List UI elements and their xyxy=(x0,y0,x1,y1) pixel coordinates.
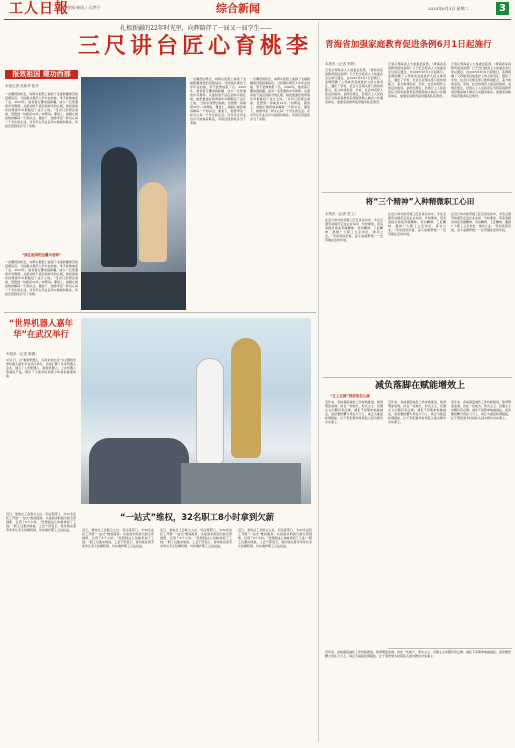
divider-right-2 xyxy=(322,377,512,378)
story6-body-col3: 近年来，各地基层减负工作持续推进，取得明显成效。但在一些地方，形式主义、官僚主义问题仍有反弹。减负不是简单地做减法，而是要把精力用在刀刃上，真正为基层松绑赋能，让干部把更多时间投入到为群众办实事上。 xyxy=(451,400,511,420)
story4-headline: “一站式”维权，32名职工8小时拿到欠薪 xyxy=(119,512,275,522)
story1-byline: 本报记者 吴新华 张开 xyxy=(5,84,39,88)
masthead-rule xyxy=(4,19,511,20)
story3-byline: 本报讯（记者 陈俊） xyxy=(6,352,39,356)
story4-body-col3: 近日，某地总工会联合人社、司法等部门，为32名农民工开展“一站式”维权服务。从接到求助到欠薪全部到账，仅用了8个小时。“没想到这么快就拿到了工钱！”职工们激动地说。工会干部表示，将持续完善劳动争议多元化解机制，切实维护职工合法权益。 xyxy=(160,528,232,548)
story5-body-col1: 在近日举办的劳模工匠宣讲活动中，多名全国劳动模范走进企业车间、学校课堂，用亲身经历讲述劳模精神、劳动精神、工匠精神，激励广大职工立足岗位、建功立业。“劳动创造价值，奋斗成就梦想。”一位劳模在宣讲中说。 xyxy=(325,218,383,242)
story5-byline: 本报讯（记者 张工） xyxy=(325,212,358,216)
divider-left-1 xyxy=(4,312,316,313)
story3-headline: “世界机器人嘉年华”在武汉举行 xyxy=(8,318,74,339)
story4-body-col4: 近日，某地总工会联合人社、司法等部门，为32名农民工开展“一站式”维权服务。从接到求助到欠薪全部到账，仅用了8个小时。“没想到这么快就拿到了工钱！”职工们激动地说。工会干部表示，将持续完善劳动争议多元化解机制，切实维护职工合法权益。 xyxy=(238,528,312,548)
story1-subhead: “我在祖国的边疆当老师” xyxy=(21,253,62,257)
story6-body-col1: 近年来，各地基层减负工作持续推进，取得明显成效。但在一些地方，形式主义、官僚主义问题仍有反弹。减负不是简单地做减法，而是要把精力用在刀刃上，真正为基层松绑赋能，让干部把更多时间投入到为群众办实事上。 xyxy=(325,400,383,424)
story6-subhead: “五上五减”到底该怎么减 xyxy=(330,394,370,398)
crowd-silhouette xyxy=(89,438,189,504)
story5-headline: 将“三个精神”入种精微职工心田 xyxy=(365,197,475,206)
issue-date: 2025年6月3日 星期二 xyxy=(428,6,469,11)
story5-body-col3: 在近日举办的劳模工匠宣讲活动中，多名全国劳动模范走进企业车间、学校课堂，用亲身经历讲述劳模精神、劳动精神、工匠精神，激励广大职工立足岗位、建功立业。“劳动创造价值，奋斗成就梦想。”一位劳模在宣讲中说。 xyxy=(451,212,511,232)
robot-gold xyxy=(231,338,261,458)
story3-photo xyxy=(81,318,311,504)
story2-body-col3: 记者从青海省人大常委会获悉，《青海省家庭教育促进条例》已于近日经省人大常委会会议审议通过，自2025年6月1日起施行。条例明确了父母或者其他监护人的主体责任，强化了学校、社会以及相关部门的协同配合，着力构建家庭、学校、社会协同育人的良好格局。条例还规定，县级以上人民政府应当将家庭教育指导服务纳入城乡公共服务体系，加强家庭教育指导服务队伍建设。 xyxy=(451,62,511,98)
story1-photo xyxy=(81,77,186,310)
story3-body: 6月1日，以“智能机器人，点亮未来生活”为主题的世界机器人嘉年华在武汉举行。活动汇聚了多家机器人企业，展示了人形机器人、服务机器人、工业机器人等前沿产品，吸引了大批市民和青少年前来参观体验。 xyxy=(6,358,76,378)
story1-body-col4: 一次偶然的机会，向辉从报纸上看到了支援新疆建设的招募信息。当时刚从师范大学毕业的她，毫不犹豫地报了名。2003年，她背着行囊来到新疆，成为一名普通的中学教师。从最初的不适应到如今的扎根，她把最美好的青春年华都献给了这片土地。“当初只是想去看看，没想到一待就是22年。”向辉说。课堂上，她耐心细致地讲解每一个知识点；课堂下，她像母亲一样关心每一个学生的生活。许多学生毕业后仍与她保持联系，有的还回到家乡当了老师。 xyxy=(250,77,310,121)
story2-body-col1: 记者从青海省人大常委会获悉，《青海省家庭教育促进条例》已于近日经省人大常委会会议审议通过，自2025年6月1日起施行。条例明确了父母或者其他监护人的主体责任，强化了学校、社会以及相关部门的协同配合，着力构建家庭、学校、社会协同育人的良好格局。条例还规定，县级以上人民政府应当将家庭教育指导服务纳入城乡公共服务体系，加强家庭教育指导服务队伍建设。 xyxy=(325,68,383,104)
masthead xyxy=(0,0,515,18)
story1-kicker: 扎根新疆的22年时光里，向辉陪伴了一届又一届学生—— xyxy=(120,25,272,32)
story1-headline: 三尺讲台匠心育桃李 xyxy=(77,34,312,59)
story6-body-col2: 近年来，各地基层减负工作持续推进，取得明显成效。但在一些地方，形式主义、官僚主义问题仍有反弹。减负不是简单地做减法，而是要把精力用在刀刃上，真正为基层松绑赋能，让干部把更多时间投入到为群众办实事上。 xyxy=(388,400,446,424)
person-silhouette xyxy=(101,147,137,267)
child-silhouette xyxy=(139,182,167,262)
story4-body-col1: 近日，某地总工会联合人社、司法等部门，为32名农民工开展“一站式”维权服务。从接到求助到欠薪全部到账，仅用了8个小时。“没想到这么快就拿到了工钱！”职工们激动地说。工会干部表示，将持续完善劳动争议多元化解机制，切实维护职工合法权益。 xyxy=(6,512,76,532)
masthead-small-text: 要闻·新闻 / 天津日 xyxy=(67,5,101,10)
divider-right-1 xyxy=(322,192,512,193)
newspaper-logo: 工人日報 xyxy=(9,1,69,17)
section-tag: 报效祖国 建功西部 xyxy=(5,70,78,79)
column-divider xyxy=(318,22,319,742)
story2-byline: 本报讯（记者 李婷） xyxy=(325,62,358,66)
divider-right-3 xyxy=(388,648,512,649)
story1-body-col3: 一次偶然的机会，向辉从报纸上看到了支援新疆建设的招募信息。当时刚从师范大学毕业的她，毫不犹豫地报了名。2003年，她背着行囊来到新疆，成为一名普通的中学教师。从最初的不适应到如今的扎根，她把最美好的青春年华都献给了这片土地。“当初只是想去看看，没想到一待就是22年。”向辉说。课堂上，她耐心细致地讲解每一个知识点；课堂下，她像母亲一样关心每一个学生的生活。许多学生毕业后仍与她保持联系，有的还回到家乡当了老师。 xyxy=(190,77,246,125)
section-name: 综合新闻 xyxy=(216,2,260,15)
story5-body-col2: 在近日举办的劳模工匠宣讲活动中，多名全国劳动模范走进企业车间、学校课堂，用亲身经历讲述劳模精神、劳动精神、工匠精神，激励广大职工立足岗位、建功立业。“劳动创造价值，奋斗成就梦想。”一位劳模在宣讲中说。 xyxy=(388,212,446,236)
story2-headline: 青海省加强家庭教育促进条例6月1日起施行 xyxy=(325,40,492,50)
display-stand xyxy=(181,463,301,504)
page-number: 3 xyxy=(496,2,509,15)
story4-body-col2: 近日，某地总工会联合人社、司法等部门，为32名农民工开展“一站式”维权服务。从接到求助到欠薪全部到账，仅用了8个小时。“没想到这么快就拿到了工钱！”职工们激动地说。工会干部表示，将持续完善劳动争议多元化解机制，切实维护职工合法权益。 xyxy=(82,528,154,548)
robot-white xyxy=(196,358,224,465)
story2-body-col2: 记者从青海省人大常委会获悉，《青海省家庭教育促进条例》已于近日经省人大常委会会议审议通过，自2025年6月1日起施行。条例明确了父母或者其他监护人的主体责任，强化了学校、社会以及相关部门的协同配合，着力构建家庭、学校、社会协同育人的良好格局。条例还规定，县级以上人民政府应当将家庭教育指导服务纳入城乡公共服务体系，加强家庭教育指导服务队伍建设。 xyxy=(388,62,446,98)
photo-floor xyxy=(81,272,186,310)
story1-body-col1: 一次偶然的机会，向辉从报纸上看到了支援新疆建设的招募信息。当时刚从师范大学毕业的她，毫不犹豫地报了名。2003年，她背着行囊来到新疆，成为一名普通的中学教师。从最初的不适应到如今的扎根，她把最美好的青春年华都献给了这片土地。“当初只是想去看看，没想到一待就是22年。”向辉说。课堂上，她耐心细致地讲解每一个知识点；课堂下，她像母亲一样关心每一个学生的生活。许多学生毕业后仍与她保持联系，有的还回到家乡当了老师。 xyxy=(5,92,78,128)
story6-body-tail: 近年来，各地基层减负工作持续推进，取得明显成效。但在一些地方，形式主义、官僚主义问题仍有反弹。减负不是简单地做减法，而是要把精力用在刀刃上，真正为基层松绑赋能，让干部把更多时间投入到为群众办实事上。 xyxy=(325,650,511,658)
story1-body-col1b: 一次偶然的机会，向辉从报纸上看到了支援新疆建设的招募信息。当时刚从师范大学毕业的她，毫不犹豫地报了名。2003年，她背着行囊来到新疆，成为一名普通的中学教师。从最初的不适应到如今的扎根，她把最美好的青春年华都献给了这片土地。“当初只是想去看看，没想到一待就是22年。”向辉说。课堂上，她耐心细致地讲解每一个知识点；课堂下，她像母亲一样关心每一个学生的生活。许多学生毕业后仍与她保持联系，有的还回到家乡当了老师。 xyxy=(5,260,78,296)
story6-headline: 减负落脚在赋能增效上 xyxy=(374,381,465,391)
